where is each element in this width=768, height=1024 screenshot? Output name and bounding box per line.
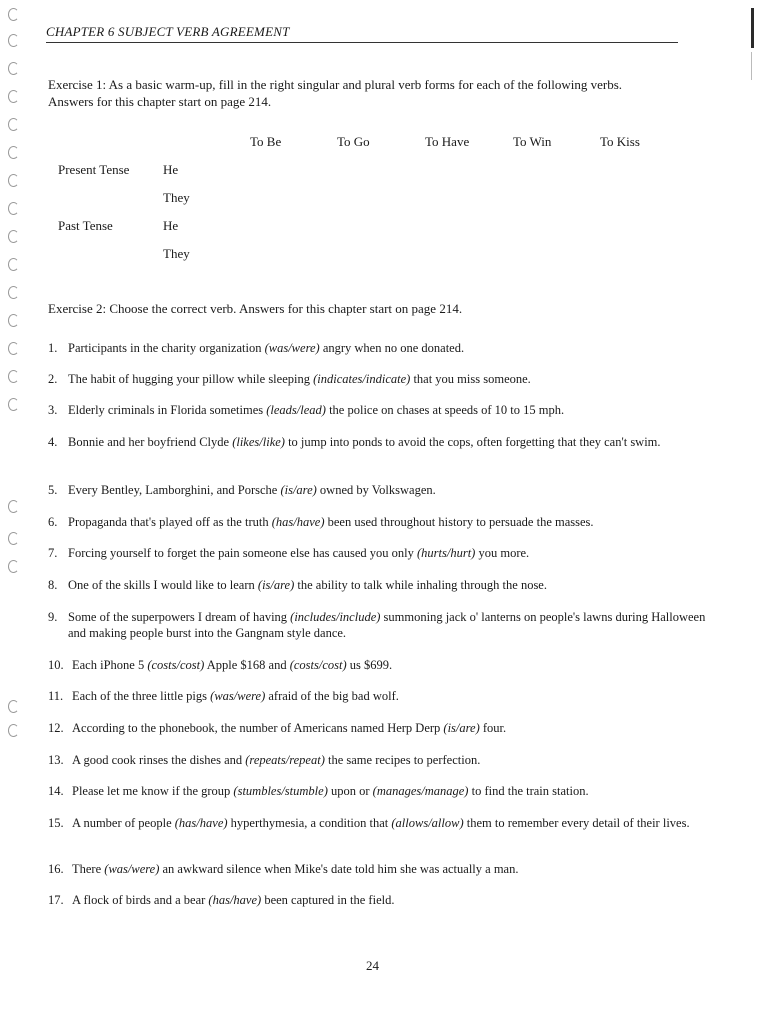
question-item: 17. A flock of birds and a bear (has/have) been captured in the field. [48, 893, 395, 907]
question-item: 8. One of the skills I would like to learn (is/are) the ability to talk while inhaling through the nose. [48, 578, 547, 592]
verb-choice: (costs/cost) [289, 658, 347, 672]
binder-hole [8, 370, 19, 383]
binder-hole [8, 342, 19, 355]
verb-choice: (costs/cost) [147, 658, 205, 672]
question-item: 3. Elderly criminals in Florida sometimes (leads/lead) the police on chases at speeds of 10 to 15 mph. [48, 403, 565, 417]
binder-hole [8, 700, 19, 713]
pronoun-he: He [163, 162, 179, 177]
chapter-header: CHAPTER 6 SUBJECT VERB AGREEMENT [46, 24, 678, 43]
verb-choice: (has/have) [208, 893, 262, 907]
binder-hole [8, 724, 19, 737]
verb-choice: (repeats/repeat) [245, 753, 325, 767]
question-item: 4. Bonnie and her boyfriend Clyde (likes/like) to jump into ponds to avoid the cops, often forgetting that they can't swim. [48, 435, 661, 449]
verb-choice: (likes/like) [232, 435, 285, 449]
question-item: 14. Please let me know if the group (stumbles/stumble) upon or (manages/manage) to find the train station. [48, 784, 589, 798]
verb-choice: (was/were) [104, 862, 160, 876]
binder-hole [8, 500, 19, 513]
binder-hole [8, 202, 19, 215]
binder-hole [8, 146, 19, 159]
question-item: 1. Participants in the charity organization (was/were) angry when no one donated. [48, 341, 465, 355]
binder-hole [8, 118, 19, 131]
question-item: 15. A number of people (has/have) hyperthymesia, a condition that (allows/allow) them to remember every detail of their lives. [48, 816, 690, 830]
pronoun-they: They [163, 190, 190, 205]
column-header-to-kiss: To Kiss [600, 134, 640, 149]
question-item: 11. Each of the three little pigs (was/were) afraid of the big bad wolf. [48, 689, 399, 703]
exercise-1-line-1: Exercise 1: As a basic warm-up, fill in the right singular and plural verb forms for each of the following verbs. [48, 77, 623, 92]
verb-choice: (has/have) [271, 515, 325, 529]
binder-hole [8, 174, 19, 187]
binder-hole [8, 8, 19, 21]
scan-edge-mark [751, 52, 752, 80]
binder-hole [8, 532, 19, 545]
verb-choice: (hurts/hurt) [417, 546, 476, 560]
question-item: 6. Propaganda that's played off as the truth (has/have) been used throughout history to persuade the masses. [48, 515, 594, 529]
binder-hole [8, 286, 19, 299]
column-header-to-be: To Be [250, 134, 282, 149]
row-label-past-tense: Past Tense [58, 218, 113, 233]
verb-choice: (allows/allow) [391, 816, 464, 830]
binder-hole [8, 34, 19, 47]
page-number: 24 [366, 958, 379, 973]
verb-choice: (indicates/indicate) [313, 372, 411, 386]
verb-choice: (is/are) [280, 483, 317, 497]
column-header-to-win: To Win [513, 134, 552, 149]
verb-choice: (stumbles/stumble) [233, 784, 328, 798]
verb-choice: (was/were) [210, 689, 266, 703]
verb-choice: (leads/lead) [266, 403, 326, 417]
binder-hole [8, 258, 19, 271]
verb-choice: (was/were) [264, 341, 320, 355]
verb-choice: (is/are) [443, 721, 480, 735]
binder-hole [8, 90, 19, 103]
column-header-to-go: To Go [337, 134, 370, 149]
question-item: 7. Forcing yourself to forget the pain someone else has caused you only (hurts/hurt) you more. [48, 546, 530, 560]
binder-hole [8, 62, 19, 75]
exercise-2-instructions: Exercise 2: Choose the correct verb. Answers for this chapter start on page 214. [48, 301, 463, 316]
exercise-1-line-2: Answers for this chapter start on page 214. [48, 94, 272, 109]
question-item: 2. The habit of hugging your pillow while sleeping (indicates/indicate) that you miss someone. [48, 372, 531, 386]
row-label-present-tense: Present Tense [58, 162, 130, 177]
question-item: 16. There (was/were) an awkward silence when Mike's date told him she was actually a man. [48, 862, 519, 876]
question-item: 5. Every Bentley, Lamborghini, and Porsche (is/are) owned by Volkswagen. [48, 483, 436, 497]
binder-holes [4, 0, 26, 1024]
pronoun-they: They [163, 246, 190, 261]
binder-hole [8, 560, 19, 573]
verb-choice: (is/are) [257, 578, 295, 592]
verb-choice: (manages/manage) [372, 784, 469, 798]
scan-edge-mark [751, 8, 754, 48]
column-header-to-have: To Have [425, 134, 470, 149]
binder-hole [8, 314, 19, 327]
question-item: 13. A good cook rinses the dishes and (repeats/repeat) the same recipes to perfection. [48, 753, 481, 767]
binder-hole [8, 398, 19, 411]
verb-choice: (includes/include) [290, 610, 381, 624]
question-item: 9. Some of the superpowers I dream of having (includes/include) summoning jack o' lanterns on people's lawns during Halloween and making people burst into the Gangnam style dance. [48, 610, 706, 640]
pronoun-he: He [163, 218, 179, 233]
exercise-1-instructions [48, 76, 688, 110]
question-item: 10. Each iPhone 5 (costs/cost) Apple $168 and (costs/cost) us $699. [48, 658, 393, 672]
binder-hole [8, 230, 19, 243]
question-item: 12. According to the phonebook, the number of Americans named Herp Derp (is/are) four. [48, 721, 507, 735]
verb-choice: (has/have) [174, 816, 228, 830]
